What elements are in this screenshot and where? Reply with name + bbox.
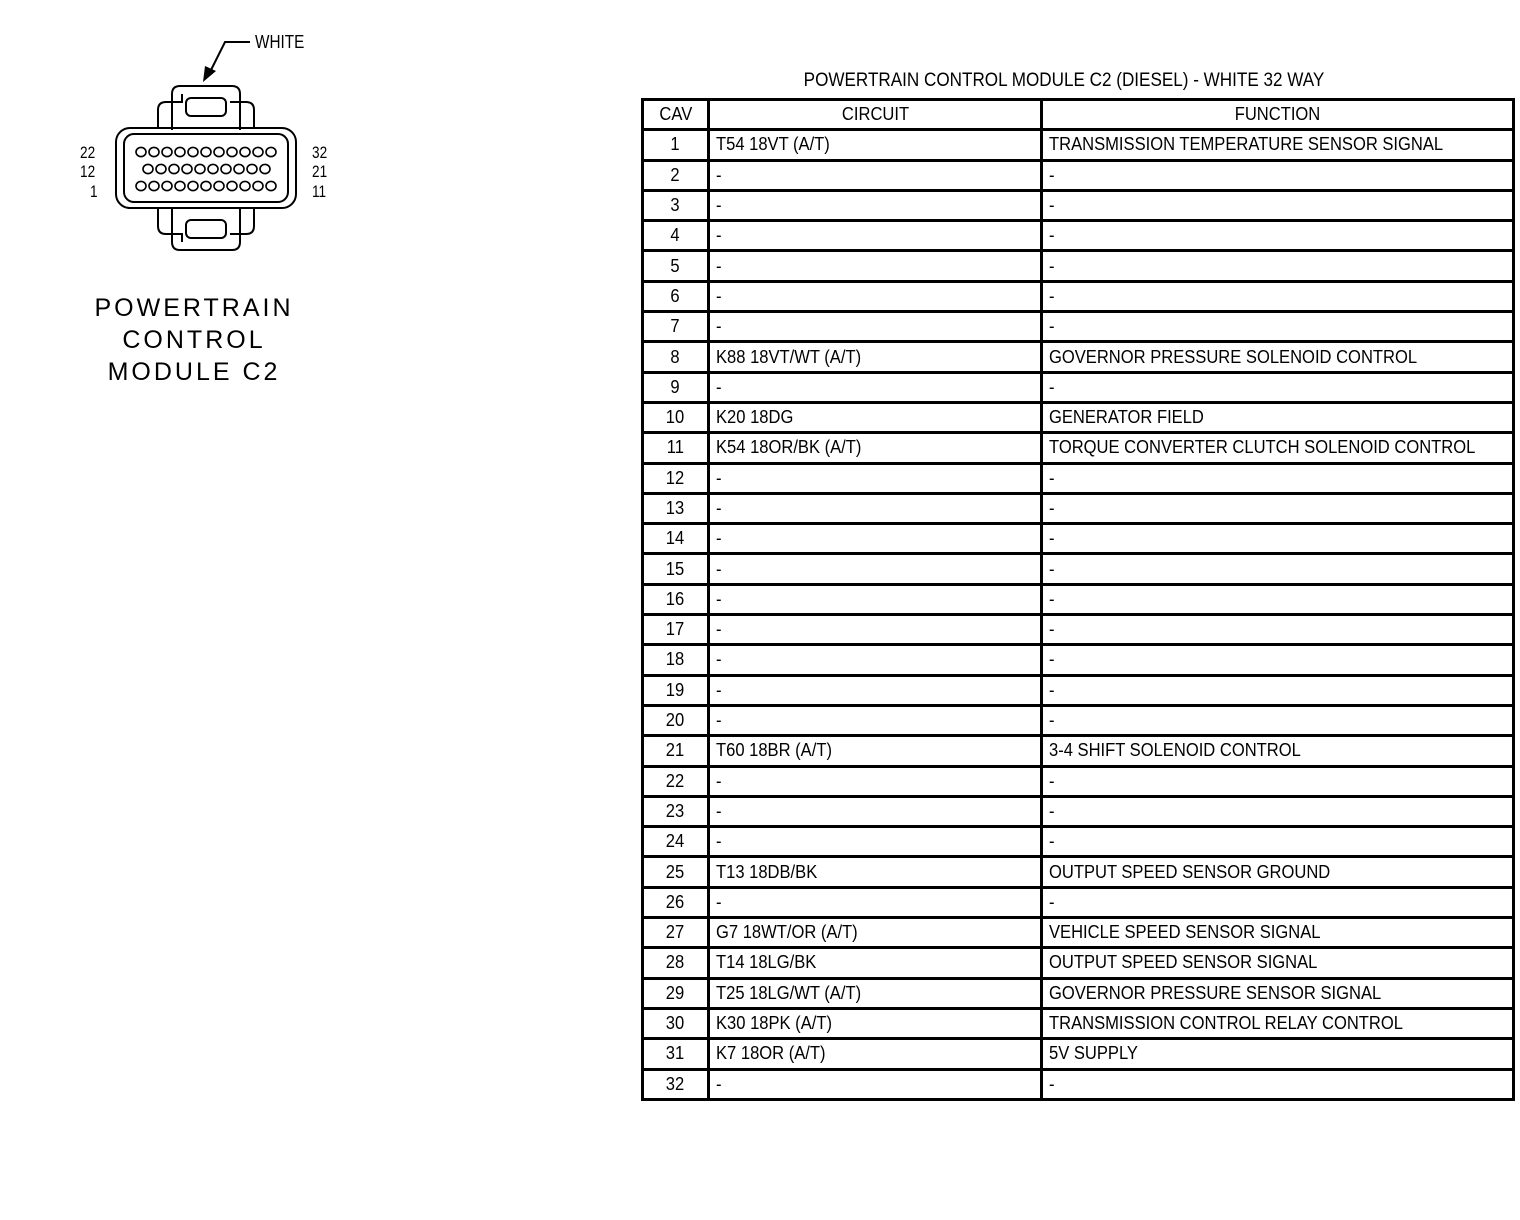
- cell-cav-text: 16: [666, 588, 685, 609]
- cell-circuit: [709, 281, 1042, 311]
- cell-cav: [643, 251, 709, 281]
- cell-function-text: 3-4 SHIFT SOLENOID CONTROL: [1049, 740, 1301, 761]
- cell-circuit-text: -: [716, 255, 722, 276]
- table-row: [643, 918, 1514, 948]
- cell-function-text: -: [1049, 619, 1055, 640]
- table-body: [643, 130, 1514, 1100]
- cell-cav: [643, 918, 709, 948]
- cell-cav: [643, 463, 709, 493]
- cell-function: [1042, 160, 1514, 190]
- cell-cav: [643, 948, 709, 978]
- pin-hole: [208, 164, 218, 173]
- pin-hole: [156, 164, 166, 173]
- cell-circuit-text: -: [716, 195, 722, 216]
- connector-diagram: [0, 0, 600, 386]
- cell-cav-text: 20: [666, 710, 685, 731]
- cell-function-text: -: [1049, 467, 1055, 488]
- cell-cav-text: 2: [670, 164, 681, 185]
- cell-function-text: OUTPUT SPEED SENSOR SIGNAL: [1049, 952, 1318, 973]
- cell-cav-text: 26: [666, 891, 685, 912]
- cell-circuit: [709, 433, 1042, 463]
- cell-cav-text: 8: [670, 346, 681, 367]
- cell-cav-text: 17: [666, 619, 685, 640]
- table-row: [643, 281, 1514, 311]
- cell-function-text: GOVERNOR PRESSURE SOLENOID CONTROL: [1049, 346, 1418, 367]
- cell-function-text: -: [1049, 770, 1055, 791]
- cell-function-text: 5V SUPPLY: [1049, 1043, 1138, 1064]
- cell-circuit-text: K20 18DG: [716, 407, 794, 428]
- table-row: [643, 372, 1514, 402]
- cell-circuit-text: -: [716, 164, 722, 185]
- cell-circuit-text: -: [716, 800, 722, 821]
- cell-cav-text: 7: [670, 316, 681, 337]
- header-cav-text: CAV: [659, 104, 692, 125]
- pin-hole: [149, 147, 159, 156]
- cell-circuit-text: -: [716, 467, 722, 488]
- pin-hole: [175, 147, 185, 156]
- cell-function-text: -: [1049, 558, 1055, 579]
- pin-hole: [175, 181, 185, 190]
- wire-color-callout: WHITE: [255, 32, 305, 52]
- cell-cav-text: 11: [666, 437, 685, 458]
- cell-cav-text: 3: [670, 195, 681, 216]
- cell-function: [1042, 645, 1514, 675]
- cell-cav-text: 5: [670, 255, 681, 276]
- cell-function-text: -: [1049, 1073, 1055, 1094]
- header-circuit-text: CIRCUIT: [841, 104, 909, 125]
- cell-function: [1042, 615, 1514, 645]
- cell-cav-text: 14: [666, 528, 685, 549]
- header-function: [1042, 100, 1514, 130]
- table-row: [643, 615, 1514, 645]
- cell-cav: [643, 1008, 709, 1038]
- cell-circuit-text: -: [716, 679, 722, 700]
- cell-circuit-text: -: [716, 376, 722, 397]
- cell-circuit: [709, 857, 1042, 887]
- cell-cav-text: 30: [666, 1013, 685, 1034]
- cell-function: [1042, 736, 1514, 766]
- table-row: [643, 584, 1514, 614]
- cell-function-text: GENERATOR FIELD: [1049, 407, 1204, 428]
- table-row: [643, 342, 1514, 372]
- cell-circuit: [709, 493, 1042, 523]
- table-row: [643, 645, 1514, 675]
- cell-function: [1042, 1008, 1514, 1038]
- cell-cav-text: 13: [666, 498, 685, 518]
- cell-cav-text: 18: [666, 649, 685, 670]
- table-row: [643, 705, 1514, 735]
- table-row: [643, 766, 1514, 796]
- pin-hole: [253, 181, 263, 190]
- cell-cav: [643, 857, 709, 887]
- cell-circuit: [709, 1069, 1042, 1099]
- cell-function: [1042, 918, 1514, 948]
- cell-function-text: -: [1049, 255, 1055, 276]
- cell-circuit: [709, 887, 1042, 917]
- cell-circuit: [709, 463, 1042, 493]
- cell-circuit-text: -: [716, 770, 722, 791]
- cell-circuit-text: T54 18VT (A/T): [716, 134, 830, 155]
- pin-hole: [214, 147, 224, 156]
- cell-cav-text: 32: [666, 1073, 685, 1094]
- cell-cav: [643, 705, 709, 735]
- cell-cav-text: 23: [666, 800, 685, 821]
- cell-cav: [643, 402, 709, 432]
- cell-circuit-text: -: [716, 891, 722, 912]
- table-row: [643, 221, 1514, 251]
- cell-function: [1042, 372, 1514, 402]
- cell-cav-text: 29: [666, 982, 685, 1003]
- cell-cav: [643, 736, 709, 766]
- table-row: [643, 493, 1514, 523]
- cell-cav: [643, 524, 709, 554]
- cell-circuit-text: T60 18BR (A/T): [716, 740, 832, 761]
- cell-circuit-text: -: [716, 710, 722, 731]
- cell-circuit: [709, 645, 1042, 675]
- cell-cav-text: 12: [666, 467, 685, 488]
- cell-circuit: [709, 796, 1042, 826]
- cell-circuit: [709, 827, 1042, 857]
- cell-function: [1042, 190, 1514, 220]
- table-header-row: [643, 100, 1514, 130]
- pin-hole: [214, 181, 224, 190]
- cell-function-text: GOVERNOR PRESSURE SENSOR SIGNAL: [1049, 982, 1382, 1003]
- cell-circuit: [709, 615, 1042, 645]
- cell-cav-text: 4: [670, 225, 681, 246]
- cell-function: [1042, 584, 1514, 614]
- cell-cav: [643, 615, 709, 645]
- cell-cav-text: 27: [666, 922, 685, 943]
- cell-circuit: [709, 978, 1042, 1008]
- pin-hole: [221, 164, 231, 173]
- table-row: [643, 190, 1514, 220]
- cell-function-text: TORQUE CONVERTER CLUTCH SOLENOID CONTROL: [1049, 437, 1476, 458]
- pin-hole: [247, 164, 257, 173]
- cell-cav: [643, 1069, 709, 1099]
- cell-function: [1042, 433, 1514, 463]
- cell-function: [1042, 554, 1514, 584]
- cell-circuit: [709, 251, 1042, 281]
- pin-hole: [143, 164, 153, 173]
- table-row: [643, 978, 1514, 1008]
- pin-hole: [234, 164, 244, 173]
- pin-hole: [182, 164, 192, 173]
- cell-function-text: -: [1049, 498, 1055, 518]
- cell-function-text: VEHICLE SPEED SENSOR SIGNAL: [1049, 922, 1321, 943]
- cell-circuit: [709, 402, 1042, 432]
- cell-cav-text: 21: [666, 740, 685, 761]
- cell-cav: [643, 645, 709, 675]
- cell-circuit: [709, 160, 1042, 190]
- cell-circuit-text: -: [716, 619, 722, 640]
- cell-cav-text: 10: [666, 407, 685, 428]
- cell-cav: [643, 796, 709, 826]
- cell-cav: [643, 342, 709, 372]
- cell-function: [1042, 948, 1514, 978]
- table-row: [643, 554, 1514, 584]
- pin-holes: [136, 147, 276, 190]
- cell-circuit-text: T13 18DB/BK: [716, 861, 818, 882]
- cell-circuit-text: K30 18PK (A/T): [716, 1013, 832, 1034]
- cell-function: [1042, 978, 1514, 1008]
- cell-circuit-text: -: [716, 558, 722, 579]
- cell-cav: [643, 130, 709, 160]
- cell-circuit-text: -: [716, 285, 722, 306]
- cell-circuit: [709, 342, 1042, 372]
- header-cav: [643, 100, 709, 130]
- cell-function: [1042, 1069, 1514, 1099]
- table-row: [643, 433, 1514, 463]
- cell-function: [1042, 312, 1514, 342]
- cell-function: [1042, 796, 1514, 826]
- cell-function-text: TRANSMISSION CONTROL RELAY CONTROL: [1049, 1013, 1403, 1034]
- cell-function: [1042, 251, 1514, 281]
- cell-cav: [643, 554, 709, 584]
- cell-cav: [643, 675, 709, 705]
- pin-hole: [201, 181, 211, 190]
- pin-label-right-top: 32: [312, 143, 328, 162]
- cell-circuit: [709, 736, 1042, 766]
- table-row: [643, 948, 1514, 978]
- cell-cav-text: 15: [666, 558, 685, 579]
- cell-circuit: [709, 1039, 1042, 1069]
- cell-cav: [643, 281, 709, 311]
- cell-circuit: [709, 584, 1042, 614]
- cell-cav: [643, 766, 709, 796]
- cell-circuit-text: -: [716, 1073, 722, 1094]
- cell-circuit-text: -: [716, 649, 722, 670]
- table-row: [643, 130, 1514, 160]
- pin-hole: [253, 147, 263, 156]
- cell-cav-text: 25: [666, 861, 685, 882]
- cell-function: [1042, 342, 1514, 372]
- cell-circuit: [709, 130, 1042, 160]
- pin-label-right-middle: 21: [312, 162, 328, 181]
- table-title: POWERTRAIN CONTROL MODULE C2 (DIESEL) - WHITE 32 WAY: [803, 70, 1325, 91]
- pin-label-right-bottom: 11: [312, 182, 327, 201]
- cell-circuit: [709, 312, 1042, 342]
- cell-circuit-text: -: [716, 528, 722, 549]
- cell-circuit-text: G7 18WT/OR (A/T): [716, 922, 858, 943]
- pinout-table: [641, 98, 1515, 1101]
- cell-circuit: [709, 190, 1042, 220]
- pin-hole: [169, 164, 179, 173]
- pin-hole: [162, 147, 172, 156]
- cell-cav-text: 22: [666, 770, 685, 791]
- cell-circuit: [709, 372, 1042, 402]
- cell-function: [1042, 463, 1514, 493]
- cell-cav-text: 1: [670, 134, 681, 155]
- table-row: [643, 887, 1514, 917]
- cell-function: [1042, 1039, 1514, 1069]
- cell-cav: [643, 372, 709, 402]
- cell-function-text: TRANSMISSION TEMPERATURE SENSOR SIGNAL: [1049, 134, 1444, 155]
- cell-circuit-text: -: [716, 498, 722, 518]
- pin-hole: [201, 147, 211, 156]
- cell-function: [1042, 766, 1514, 796]
- cell-circuit-text: K88 18VT/WT (A/T): [716, 346, 862, 367]
- cell-function-text: -: [1049, 831, 1055, 852]
- cell-function: [1042, 524, 1514, 554]
- cell-circuit-text: -: [716, 588, 722, 609]
- table-row: [643, 857, 1514, 887]
- cell-function-text: -: [1049, 164, 1055, 185]
- pin-hole: [266, 181, 276, 190]
- cell-cav-text: 31: [666, 1043, 685, 1064]
- table-row: [643, 160, 1514, 190]
- cell-cav: [643, 584, 709, 614]
- table-row: [643, 463, 1514, 493]
- cell-function: [1042, 493, 1514, 523]
- cell-circuit-text: K7 18OR (A/T): [716, 1043, 826, 1064]
- cell-cav: [643, 433, 709, 463]
- header-circuit: [709, 100, 1042, 130]
- cell-cav: [643, 493, 709, 523]
- cell-function-text: -: [1049, 649, 1055, 670]
- table-row: [643, 1039, 1514, 1069]
- cell-circuit-text: -: [716, 225, 722, 246]
- pin-hole: [240, 181, 250, 190]
- header-function-text: FUNCTION: [1234, 104, 1321, 125]
- cell-function-text: -: [1049, 376, 1055, 397]
- connector-caption-line1: POWERTRAIN CONTROL: [94, 294, 294, 354]
- table-row: [643, 402, 1514, 432]
- pin-hole: [260, 164, 270, 173]
- cell-function-text: -: [1049, 800, 1055, 821]
- cell-cav: [643, 312, 709, 342]
- pin-hole: [136, 181, 146, 190]
- cell-circuit-text: T14 18LG/BK: [716, 952, 817, 973]
- table-row: [643, 675, 1514, 705]
- cell-cav-text: 6: [670, 285, 681, 306]
- cell-cav: [643, 887, 709, 917]
- table-row: [643, 1069, 1514, 1099]
- pin-label-left-top: 22: [80, 143, 96, 162]
- cell-circuit: [709, 918, 1042, 948]
- cell-circuit-text: T25 18LG/WT (A/T): [716, 982, 862, 1003]
- cell-function-text: -: [1049, 195, 1055, 216]
- table-row: [643, 251, 1514, 281]
- cell-circuit-text: -: [716, 831, 722, 852]
- cell-circuit-text: -: [716, 316, 722, 337]
- cell-function: [1042, 675, 1514, 705]
- cell-circuit-text: K54 18OR/BK (A/T): [716, 437, 862, 458]
- table-row: [643, 1008, 1514, 1038]
- connector-caption-line2: MODULE C2: [107, 358, 281, 386]
- pin-hole: [136, 147, 146, 156]
- cell-cav: [643, 221, 709, 251]
- cell-function-text: -: [1049, 679, 1055, 700]
- cell-function-text: -: [1049, 285, 1055, 306]
- cell-cav: [643, 827, 709, 857]
- pin-label-left-middle: 12: [80, 162, 96, 181]
- pin-hole: [240, 147, 250, 156]
- cell-cav: [643, 160, 709, 190]
- cell-cav-text: 24: [666, 831, 685, 852]
- cell-function-text: -: [1049, 528, 1055, 549]
- cell-function-text: OUTPUT SPEED SENSOR GROUND: [1049, 861, 1331, 882]
- cell-cav-text: 19: [666, 679, 685, 700]
- table-row: [643, 736, 1514, 766]
- pin-hole: [266, 147, 276, 156]
- cell-circuit: [709, 705, 1042, 735]
- cell-function: [1042, 221, 1514, 251]
- pin-hole: [162, 181, 172, 190]
- table-row: [643, 827, 1514, 857]
- cell-function-text: -: [1049, 710, 1055, 731]
- cell-circuit: [709, 554, 1042, 584]
- pin-hole: [195, 164, 205, 173]
- cell-function-text: -: [1049, 891, 1055, 912]
- pin-hole: [188, 181, 198, 190]
- pin-hole: [227, 181, 237, 190]
- cell-cav-text: 9: [670, 376, 681, 397]
- cell-function: [1042, 857, 1514, 887]
- table-row: [643, 312, 1514, 342]
- table-row: [643, 524, 1514, 554]
- cell-circuit: [709, 524, 1042, 554]
- cell-function-text: -: [1049, 588, 1055, 609]
- cell-circuit: [709, 948, 1042, 978]
- cell-circuit: [709, 766, 1042, 796]
- cell-circuit: [709, 221, 1042, 251]
- cell-cav: [643, 1039, 709, 1069]
- pin-hole: [227, 147, 237, 156]
- cell-function: [1042, 705, 1514, 735]
- cell-function: [1042, 827, 1514, 857]
- cell-cav-text: 28: [666, 952, 685, 973]
- cell-function-text: -: [1049, 225, 1055, 246]
- cell-function: [1042, 281, 1514, 311]
- cell-function: [1042, 402, 1514, 432]
- pin-hole: [149, 181, 159, 190]
- pin-hole: [188, 147, 198, 156]
- cell-function: [1042, 130, 1514, 160]
- connector-caption: [20, 292, 368, 388]
- cell-cav: [643, 978, 709, 1008]
- table-row: [643, 796, 1514, 826]
- cell-function: [1042, 887, 1514, 917]
- cell-function-text: -: [1049, 316, 1055, 337]
- pin-label-left-bottom: 1: [90, 182, 98, 201]
- cell-circuit: [709, 1008, 1042, 1038]
- cell-cav: [643, 190, 709, 220]
- cell-circuit: [709, 675, 1042, 705]
